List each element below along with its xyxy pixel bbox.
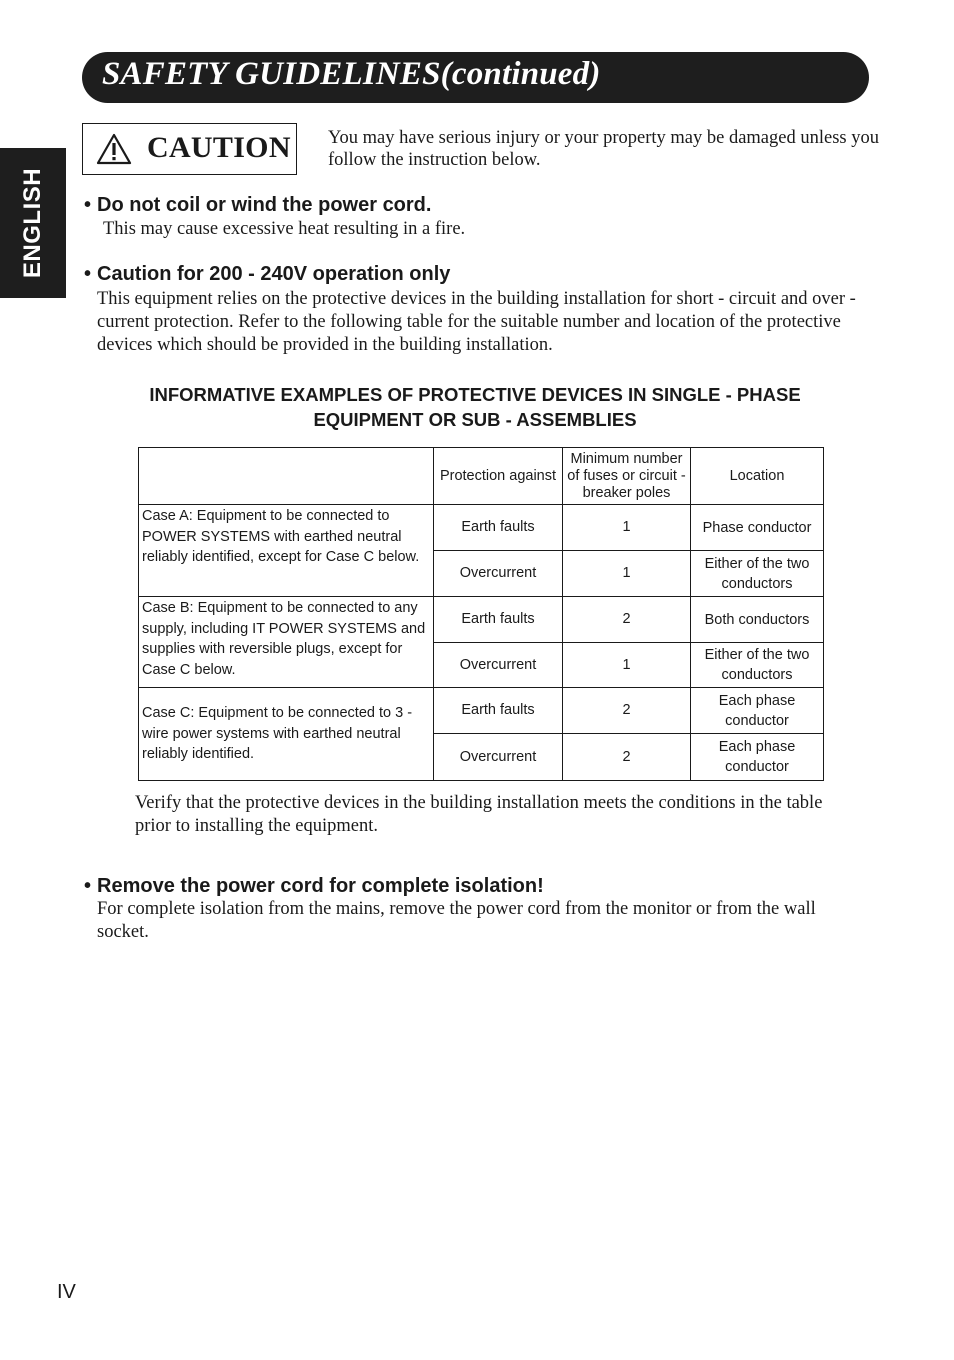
page-title: SAFETY GUIDELINES(continued)	[102, 56, 601, 92]
table-header-row	[139, 448, 824, 505]
isolation-body: For complete isolation from the mains, remove the power cord from the monitor or from the wall socket.	[97, 899, 816, 942]
isolation-heading-text: Remove the power cord for complete isolation!	[97, 875, 544, 897]
case-c-description: Case C: Equipment to be connected to 3 - wire power systems with earthed neutral reliably identified.	[139, 688, 434, 781]
case-b-description: Case B: Equipment to be connected to any supply, including IT POWER SYSTEMS and supplies with reversible plugs, except for Case C below.	[139, 597, 434, 688]
bullet: •	[84, 263, 92, 285]
warning-triangle-icon	[96, 133, 132, 165]
bullet: •	[84, 194, 92, 216]
count-cell: 1	[563, 551, 691, 597]
coil-heading-text: Do not coil or wind the power cord.	[97, 194, 432, 216]
voltage-heading	[84, 263, 450, 286]
title-banner	[82, 52, 869, 103]
protection-cell: Earth faults	[434, 505, 563, 551]
protection-cell: Earth faults	[434, 597, 563, 643]
caution-text: You may have serious injury or your property may be damaged unless you follow the instruction below.	[328, 128, 879, 170]
caution-box	[82, 123, 297, 175]
language-tab	[0, 148, 66, 298]
protection-cell: Overcurrent	[434, 734, 563, 781]
location-cell: Either of the two conductors	[691, 551, 824, 597]
table-title-line2: EQUIPMENT OR SUB - ASSEMBLIES	[313, 409, 637, 430]
caution-label: CAUTION	[147, 131, 291, 164]
header-minimum: Minimum number of fuses or circuit - breaker poles	[563, 448, 691, 505]
location-cell: Each phase conductor	[691, 688, 824, 734]
protection-cell: Overcurrent	[434, 643, 563, 688]
count-cell: 2	[563, 597, 691, 643]
table-title-line1: INFORMATIVE EXAMPLES OF PROTECTIVE DEVICES IN SINGLE - PHASE	[149, 384, 801, 405]
header-protection: Protection against	[434, 448, 563, 505]
language-tab-label: ENGLISH	[19, 167, 46, 279]
header-empty	[139, 448, 434, 505]
table-row	[139, 688, 824, 734]
count-cell: 2	[563, 734, 691, 781]
voltage-body: This equipment relies on the protective devices in the building installation for short - circuit and over - current protection. Refer to the following table for the suitable number and location of the protective devices which should be provided in the building installation.	[97, 289, 856, 355]
case-a-description: Case A: Equipment to be connected to POWER SYSTEMS with earthed neutral reliably identified, except for Case C below.	[139, 505, 434, 597]
table-row	[139, 505, 824, 551]
isolation-heading	[84, 875, 544, 898]
bullet: •	[84, 875, 92, 897]
coil-heading	[84, 194, 431, 217]
table-row	[139, 597, 824, 643]
protective-devices-table	[138, 447, 824, 781]
header-location: Location	[691, 448, 824, 505]
location-cell: Phase conductor	[691, 505, 824, 551]
page-number: IV	[57, 1281, 76, 1303]
voltage-heading-text: Caution for 200 - 240V operation only	[97, 263, 451, 285]
table-note: Verify that the protective devices in the building installation meets the conditions in the table prior to installing the equipment.	[135, 793, 823, 836]
count-cell: 1	[563, 643, 691, 688]
location-cell: Either of the two conductors	[691, 643, 824, 688]
protection-cell: Earth faults	[434, 688, 563, 734]
count-cell: 1	[563, 505, 691, 551]
location-cell: Both conductors	[691, 597, 824, 643]
location-cell: Each phase conductor	[691, 734, 824, 781]
coil-body: This may cause excessive heat resulting in a fire.	[103, 219, 466, 239]
table-title	[80, 382, 870, 432]
count-cell: 2	[563, 688, 691, 734]
protection-cell: Overcurrent	[434, 551, 563, 597]
